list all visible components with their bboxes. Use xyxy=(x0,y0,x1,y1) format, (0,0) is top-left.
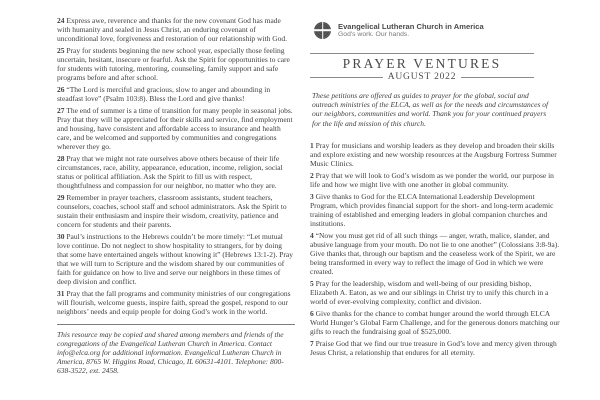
intro-text: These petitions are offered as guides to prayer for the global, social and outreach ministries of the ELCA, as well as for the needs and circumstances of our neighbors, communities and world. Thank you for your continued prayers for the life and mission of this church. xyxy=(312,91,549,128)
prayer-number: 5 xyxy=(310,278,314,288)
footer-note xyxy=(57,324,295,375)
prayer-number: 26 xyxy=(57,85,65,94)
prayer-item-7 xyxy=(310,339,560,357)
subtitle-right-rule xyxy=(461,77,534,78)
prayer-text: The end of summer is a time of transition for many people in seasonal jobs. Pray that they will be appreciated for their skills and service, find employment and housing, have consistent and affordable access to insurance and health care, and be welcomed and supported by communities and congregations wherever they go. xyxy=(57,106,293,151)
prayer-number: 31 xyxy=(57,289,65,298)
prayer-number: 4 xyxy=(310,230,314,240)
copyright-notice: This resource may be copied and shared among members and friends of the congregations of the Evangelical Lutheran Church in America. Contact info@elca.org for additional information. Evangelical Lutheran Church in America, 8765 W. Higgins Road, Chicago, IL 60631-4101. Telephone: 800-638-3522, ext. 2458. xyxy=(57,330,284,375)
prayer-text: Pray that the fall programs and community ministries of our congregations will flourish, welcome guests, inspire faith, spread the gospel, respond to our neighbors’ needs and equip people for doing God’s work in the world. xyxy=(57,289,291,316)
footer-divider xyxy=(57,324,295,325)
left-column xyxy=(57,16,295,375)
prayer-item-1 xyxy=(310,141,560,168)
prayer-item-3 xyxy=(310,192,560,228)
prayer-text: Pray that we might not rate ourselves above others because of their life circumstances, race, ability, appearance, education, income, religion, social status or political affiliation. Ask the Spirit to fill us with respect, thoughtfulness and compassion for our neighbor, no matter who they are. xyxy=(57,154,283,190)
title-block xyxy=(310,53,534,82)
prayer-item-2 xyxy=(310,171,560,189)
page-subtitle: AUGUST 2022 xyxy=(387,72,457,82)
prayer-text: Give thanks to God for the ELCA International Leadership Development Program, which provides financial support for the short- and long-term academic training of established and emerging leaders in global companion churches and institutions. xyxy=(310,191,554,228)
prayer-item-28 xyxy=(57,154,295,190)
org-name: Evangelical Lutheran Church in America xyxy=(338,21,484,31)
elca-globe-cross-icon xyxy=(314,22,331,39)
prayer-item-27 xyxy=(57,106,295,151)
prayer-number: 30 xyxy=(57,232,65,241)
title-subtitle-row xyxy=(310,72,534,82)
prayer-text: “The Lord is merciful and gracious, slow to anger and abounding in steadfast love” (Psalm 103:8). Bless the Lord and give thanks! xyxy=(57,85,271,103)
prayer-number: 6 xyxy=(310,308,314,318)
prayer-number: 2 xyxy=(310,170,314,180)
prayer-number: 3 xyxy=(310,191,314,201)
prayer-number: 7 xyxy=(310,338,314,348)
org-tagline: God's work. Our hands. xyxy=(338,30,410,38)
prayer-number: 29 xyxy=(57,193,65,202)
prayer-text: Paul’s instructions to the Hebrews couldn’t be more timely: “Let mutual love continue. Do not neglect to show hospitality to strangers, for by doing that some have entertained angels without knowing it” (Hebrews 13:1-2). Pray that we will turn to Scripture and the wisdom shared by our communities of faith for guidance on how to live and serve our neighbors in these times of deep division and conflict. xyxy=(57,232,293,286)
org-text xyxy=(338,22,484,39)
prayer-number: 1 xyxy=(310,140,314,150)
prayer-text: Express awe, reverence and thanks for the new covenant God has made with humanity and sealed in Jesus Christ, an enduring covenant of unconditional love, forgiveness and restoration of our relationship with God. xyxy=(57,16,288,43)
right-paragraphs xyxy=(310,141,560,357)
prayer-text: “Now you must get rid of all such things — anger, wrath, malice, slander, and abusive language from your mouth. Do not lie to one another” (Colossians 3:8-9a). Give thanks that, through our baptism and the ceaseless work of the Spirit, we are being transformed in every way to reflect the image of God in which we were created. xyxy=(310,230,560,276)
prayer-item-6 xyxy=(310,309,560,336)
org-header xyxy=(314,19,560,41)
prayer-item-26 xyxy=(57,85,295,103)
right-column xyxy=(310,19,560,360)
prayer-item-25 xyxy=(57,46,295,82)
prayer-number: 28 xyxy=(57,154,65,163)
prayer-item-30 xyxy=(57,232,295,286)
prayer-item-5 xyxy=(310,279,560,306)
prayer-text: Pray that we will look to God’s wisdom as we ponder the world, our purpose in life and how we might live with one another in global community. xyxy=(310,170,554,189)
prayer-text: Give thanks for the chance to combat hunger around the world through ELCA World Hunger’s Global Farm Challenge, and for the generous donors matching our gifts to reach the fundraising goal of $525,000. xyxy=(310,308,560,336)
page-title: PRAYER VENTURES xyxy=(342,56,502,71)
prayer-number: 24 xyxy=(57,16,65,25)
prayer-text: Praise God that we find our true treasure in God’s love and mercy given through Jesus Christ, a relationship that endures for all eternity. xyxy=(310,338,557,357)
prayer-number: 27 xyxy=(57,106,65,115)
subtitle-left-rule xyxy=(310,77,383,78)
prayer-item-24 xyxy=(57,16,295,43)
prayer-item-4 xyxy=(310,231,560,276)
prayer-text: Remember in prayer teachers, classroom assistants, student teachers, counselors, coaches, school staff and school administrators. Ask the Spirit to sustain their enthusiasm and inspire their wisdom, creativity, patience and concern for students and their parents. xyxy=(57,193,287,229)
prayer-text: Pray for musicians and worship leaders as they develop and broaden their skills and explore existing and new worship resources at the Augsburg Fortress Summer Music Clinics. xyxy=(310,140,557,168)
prayer-text: Pray for students beginning the new school year, especially those feeling uncertain, hesitant, insecure or fearful. Ask the Spirit for opportunities to care for students with tutoring, mentoring, counseling, family support and safe programs before and after school. xyxy=(57,46,290,82)
prayer-text: Pray for the leadership, wisdom and well-being of our presiding bishop, Elizabeth A. Eaton, as we and our siblings in Christ try to unify this church in a world of ever-evolving complexity, conflict and division. xyxy=(310,278,549,306)
prayer-number: 25 xyxy=(57,46,65,55)
prayer-item-29 xyxy=(57,193,295,229)
prayer-item-31 xyxy=(57,289,295,316)
